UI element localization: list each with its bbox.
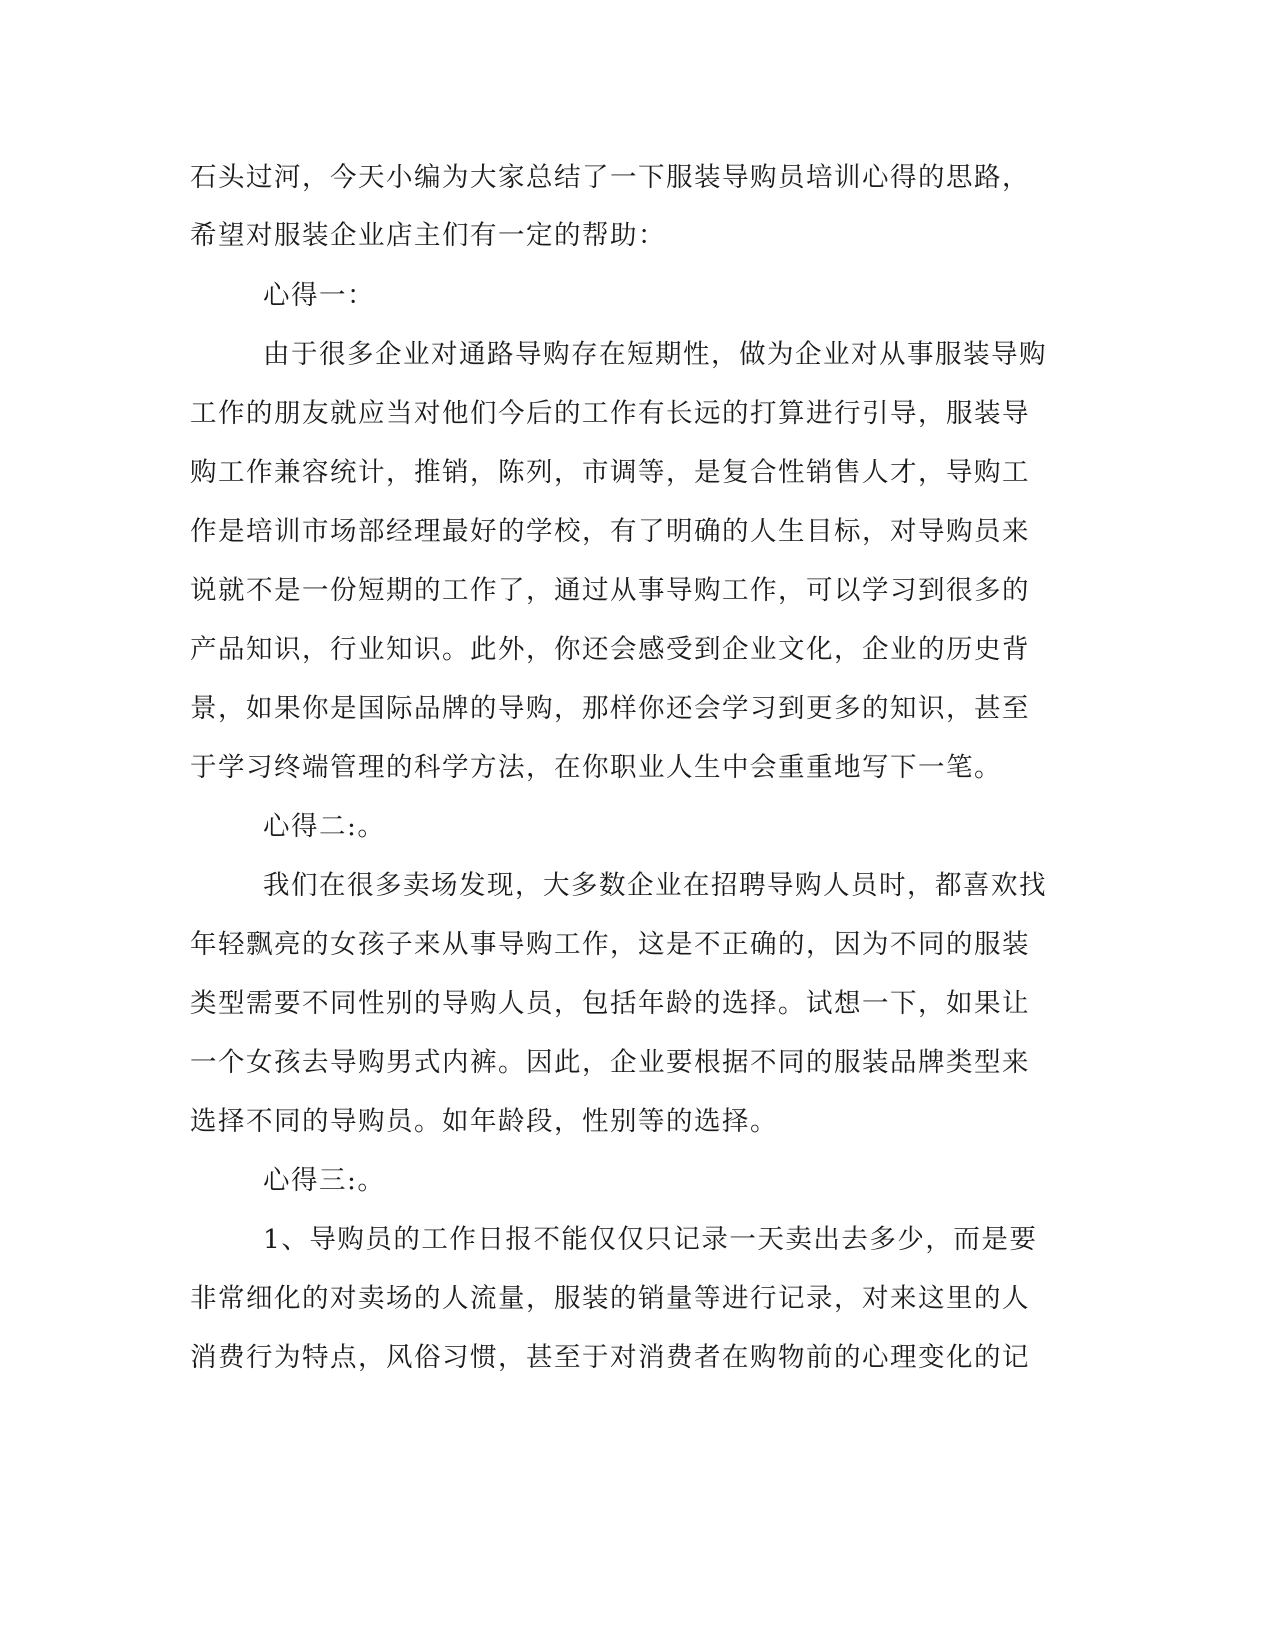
text-line: 类型需要不同性别的导购人员，包括年龄的选择。试想一下，如果让 bbox=[190, 988, 1030, 1019]
text-line: 景，如果你是国际品牌的导购，那样你还会学习到更多的知识，甚至 bbox=[190, 693, 1030, 724]
text-line: 1、导购员的工作日报不能仅仅只记录一天卖出去多少，而是要 bbox=[263, 1224, 1038, 1255]
text-line: 说就不是一份短期的工作了，通过从事导购工作，可以学习到很多的 bbox=[190, 575, 1030, 606]
text-line: 由于很多企业对通路导购存在短期性，做为企业对从事服装导购 bbox=[263, 339, 1047, 370]
text-line: 石头过河，今天小编为大家总结了一下服装导购员培训心得的思路， bbox=[190, 162, 1030, 193]
section-heading-3: 心得三:。 bbox=[263, 1165, 386, 1196]
text-line: 于学习终端管理的科学方法，在你职业人生中会重重地写下一笔。 bbox=[190, 752, 1002, 783]
text-line: 作是培训市场部经理最好的学校，有了明确的人生目标，对导购员来 bbox=[190, 516, 1030, 547]
text-line: 产品知识，行业知识。此外，你还会感受到企业文化，企业的历史背 bbox=[190, 634, 1030, 665]
text-line: 消费行为特点，风俗习惯，甚至于对消费者在购物前的心理变化的记 bbox=[190, 1342, 1030, 1373]
text-line: 年轻飘亮的女孩子来从事导购工作，这是不正确的，因为不同的服装 bbox=[190, 929, 1030, 960]
text-line: 非常细化的对卖场的人流量，服装的销量等进行记录，对来这里的人 bbox=[190, 1283, 1030, 1314]
text-line: 希望对服装企业店主们有一定的帮助： bbox=[190, 220, 666, 251]
text-line: 购工作兼容统计，推销，陈列，市调等，是复合性销售人才，导购工 bbox=[190, 457, 1030, 488]
section-heading-1: 心得一： bbox=[263, 280, 375, 311]
text-line: 一个女孩去导购男式内裤。因此，企业要根据不同的服装品牌类型来 bbox=[190, 1047, 1030, 1078]
text-line: 我们在很多卖场发现，大多数企业在招聘导购人员时，都喜欢找 bbox=[263, 870, 1047, 901]
text-line: 选择不同的导购员。如年龄段，性别等的选择。 bbox=[190, 1106, 778, 1137]
section-heading-2: 心得二:。 bbox=[263, 811, 386, 842]
text-line: 工作的朋友就应当对他们今后的工作有长远的打算进行引导，服装导 bbox=[190, 398, 1030, 429]
